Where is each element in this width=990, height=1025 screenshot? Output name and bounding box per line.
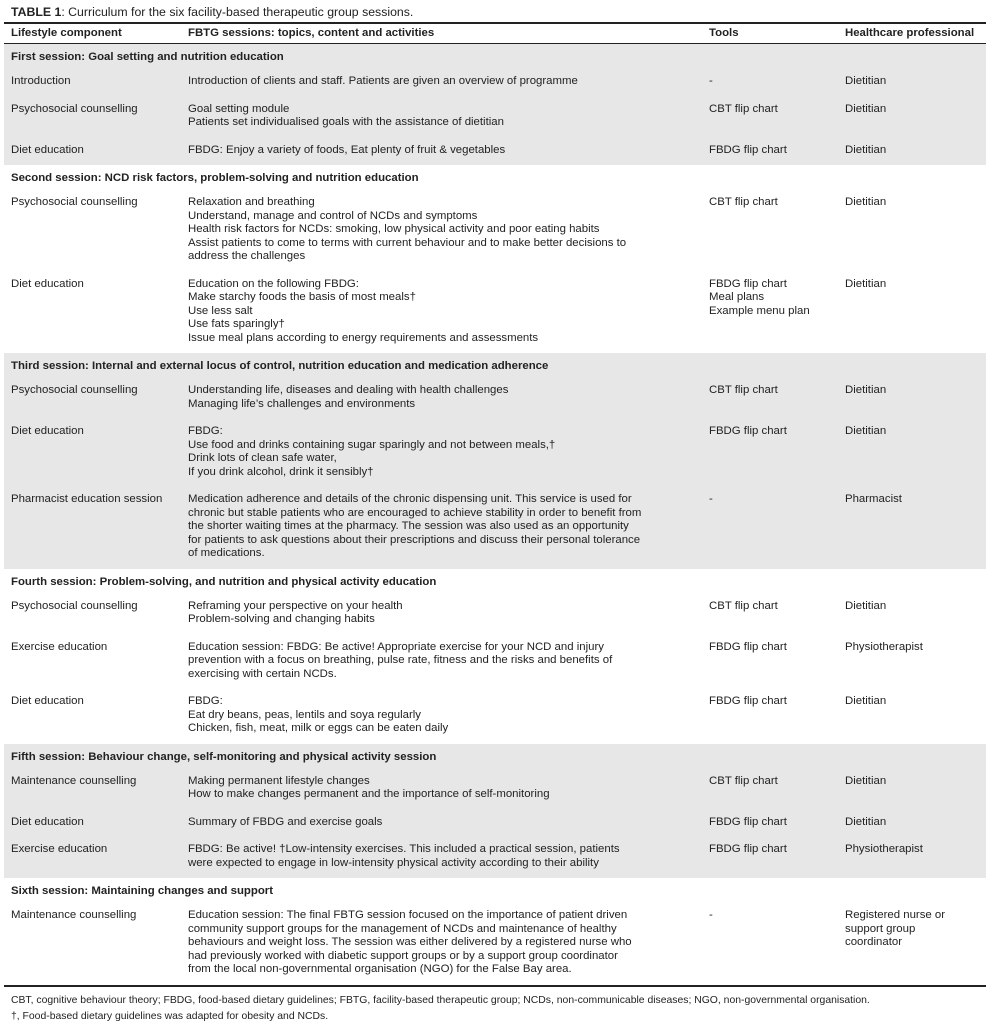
lifestyle-component-cell: Diet education — [11, 815, 84, 828]
cell-line: behaviours and weight loss. The session was either delivered by a registered nurse who — [188, 936, 632, 948]
cell-line: Issue meal plans according to energy requirements and assessments — [188, 331, 539, 344]
cell-line: Eat dry beans, peas, lentils and soya regularly — [188, 708, 422, 721]
cell-line: FBDG: — [188, 695, 223, 707]
lifestyle-component-cell: Exercise education — [11, 640, 108, 653]
cell-line: If you drink alcohol, drink it sensibly† — [188, 465, 374, 478]
content-cell — [188, 75, 709, 89]
cell-line: Dietitian — [845, 75, 887, 87]
header-lifestyle-component: Lifestyle component — [11, 27, 122, 39]
cell-line: Dietitian — [845, 384, 887, 396]
cell-line: Reframing your perspective on your health — [188, 599, 403, 612]
cell-line: Example menu plan — [709, 304, 810, 317]
session-title: Fourth session: Problem-solving, and nutrition and physical activity education — [11, 575, 437, 588]
content-cell — [188, 600, 709, 627]
caption-text: : Curriculum for the six facility-based therapeutic group sessions. — [61, 5, 414, 19]
cell-line: FBDG flip chart — [709, 815, 787, 828]
cell-line: Physiotherapist — [845, 843, 923, 855]
table-row — [4, 810, 986, 838]
cell-line: Dietitian — [845, 277, 887, 290]
cell-line: FBDG flip chart — [709, 843, 787, 855]
table-row — [4, 97, 986, 138]
cell-line: Goal setting module — [188, 102, 290, 115]
cell-line: Use food and drinks containing sugar sparingly and not between meals,† — [188, 438, 556, 451]
cell-line: Dietitian — [845, 774, 887, 787]
professional-cell — [845, 641, 986, 682]
lifestyle-component-cell: Psychosocial counselling — [11, 384, 138, 396]
header-professional: Healthcare professional — [845, 27, 975, 39]
footnote-abbreviations: CBT, cognitive behaviour theory; FBDG, food-based dietary guidelines; FBTG, facility-based therapeutic group; NCDs, non-communicable diseases; NGO, non-governmental organisation. — [11, 994, 870, 1006]
content-cell — [188, 909, 709, 977]
lifestyle-component-cell: Psychosocial counselling — [11, 599, 138, 612]
professional-cell — [845, 278, 986, 346]
cell-line: Make starchy foods the basis of most meals† — [188, 291, 416, 303]
professional-cell — [845, 75, 986, 89]
cell-line: Meal plans — [709, 291, 765, 303]
content-cell — [188, 641, 709, 682]
professional-cell — [845, 144, 986, 158]
cell-line: Summary of FBDG and exercise goals — [188, 815, 383, 828]
cell-line: FBDG flip chart — [709, 143, 787, 156]
cell-line: Physiotherapist — [845, 640, 923, 653]
tools-cell — [709, 75, 845, 89]
bottom-rule — [4, 985, 986, 987]
lifestyle-component-cell: Introduction — [11, 75, 71, 87]
content-cell — [188, 384, 709, 411]
content-cell — [188, 103, 709, 130]
lifestyle-component-cell: Diet education — [11, 143, 84, 156]
session-block — [4, 744, 986, 879]
cell-line: had previously worked with diabetic support groups or by a support group coordinator — [188, 949, 618, 962]
curriculum-table-figure — [4, 4, 986, 1025]
cell-line: community support groups for the management of NCDs and maintenance of healthy — [188, 922, 617, 935]
cell-line: Health risk factors for NCDs: smoking, low physical activity and poor eating habits — [188, 223, 600, 235]
content-cell — [188, 816, 709, 830]
cell-line: FBDG flip chart — [709, 425, 787, 437]
cell-line: Medication adherence and details of the chronic dispensing unit. This service is used for — [188, 493, 632, 505]
cell-line: Pharmacist — [845, 493, 902, 505]
cell-line: prevention with a focus on breathing, pulse rate, fitness and the risks and benefits of — [188, 654, 613, 666]
table-row — [4, 487, 986, 569]
session-title: First session: Goal setting and nutrition education — [11, 51, 284, 63]
table-label: TABLE 1 — [11, 5, 62, 19]
lifestyle-component-cell: Diet education — [11, 425, 84, 437]
tools-cell — [709, 695, 845, 736]
cell-line: CBT flip chart — [709, 102, 778, 115]
footnote-dagger: †, Food-based dietary guidelines was adapted for obesity and NCDs. — [11, 1010, 329, 1022]
session-title: Sixth session: Maintaining changes and support — [11, 885, 274, 897]
table-body — [4, 44, 986, 985]
lifestyle-component-cell: Psychosocial counselling — [11, 102, 138, 115]
cell-line: Dietitian — [845, 425, 887, 437]
cell-line: Managing life’s challenges and environments — [188, 397, 416, 410]
cell-line: Dietitian — [845, 695, 887, 707]
content-cell — [188, 425, 709, 479]
professional-cell — [845, 695, 986, 736]
table-row — [4, 635, 986, 690]
professional-cell — [845, 493, 986, 561]
tools-cell — [709, 641, 845, 682]
cell-line: FBDG flip chart — [709, 277, 787, 290]
tools-cell — [709, 600, 845, 627]
table-row — [4, 69, 986, 97]
content-cell — [188, 843, 709, 870]
tools-cell — [709, 425, 845, 479]
professional-cell — [845, 425, 986, 479]
cell-line: for patients to ask questions about their prescriptions and discuss their personal tolerance — [188, 533, 641, 546]
cell-line: CBT flip chart — [709, 196, 778, 208]
table-caption — [4, 4, 986, 22]
session-block — [4, 44, 986, 165]
lifestyle-component-cell: Maintenance counselling — [11, 774, 137, 787]
cell-line: Dietitian — [845, 815, 887, 828]
cell-line: CBT flip chart — [709, 384, 778, 396]
cell-line: the shorter waiting times at the pharmacy. The session was also used as an opportunity — [188, 520, 629, 532]
content-cell — [188, 196, 709, 264]
session-block — [4, 878, 986, 985]
content-cell — [188, 775, 709, 802]
lifestyle-component-cell: Diet education — [11, 277, 84, 290]
cell-line: Education session: The final FBTG session focused on the importance of patient driven — [188, 909, 628, 921]
tools-cell — [709, 493, 845, 561]
cell-line: FBDG: Be active! †Low-intensity exercises. This included a practical session, patients — [188, 843, 620, 855]
professional-cell — [845, 384, 986, 411]
cell-line: Use fats sparingly† — [188, 318, 285, 330]
cell-line: Dietitian — [845, 196, 887, 208]
lifestyle-component-cell: Psychosocial counselling — [11, 196, 138, 208]
header-sessions-content: FBTG sessions: topics, content and activities — [188, 27, 435, 39]
tools-cell — [709, 816, 845, 830]
session-block — [4, 165, 986, 353]
content-cell — [188, 144, 709, 158]
cell-line: chronic but stable patients who are encouraged to achieve stability in order to benefit from — [188, 506, 642, 519]
cell-line: exercising with certain NCDs. — [188, 667, 337, 680]
cell-line: from the local non-governmental organisation (NGO) for the False Bay area. — [188, 963, 572, 975]
cell-line: Registered nurse or — [845, 909, 946, 921]
cell-line: coordinator — [845, 936, 902, 948]
table-row — [4, 903, 986, 985]
cell-line: FBDG flip chart — [709, 640, 787, 653]
tools-cell — [709, 843, 845, 870]
lifestyle-component-cell: Pharmacist education session — [11, 493, 163, 505]
professional-cell — [845, 196, 986, 264]
cell-line: Making permanent lifestyle changes — [188, 774, 370, 787]
lifestyle-component-cell: Maintenance counselling — [11, 909, 137, 921]
cell-line: support group — [845, 922, 916, 935]
session-title: Second session: NCD risk factors, problem-solving and nutrition education — [11, 172, 419, 184]
cell-line: How to make changes permanent and the importance of self-monitoring — [188, 788, 550, 800]
table-header — [4, 24, 986, 44]
tools-cell — [709, 103, 845, 130]
table-row — [4, 769, 986, 810]
cell-line: - — [709, 909, 713, 921]
lifestyle-component-cell: Exercise education — [11, 843, 108, 855]
cell-line: FBDG flip chart — [709, 695, 787, 707]
cell-line: Patients set individualised goals with the assistance of dietitian — [188, 116, 504, 128]
cell-line: Introduction of clients and staff. Patients are given an overview of programme — [188, 75, 578, 87]
table-row — [4, 689, 986, 744]
content-cell — [188, 695, 709, 736]
professional-cell — [845, 103, 986, 130]
cell-line: Understand, manage and control of NCDs and symptoms — [188, 209, 478, 222]
tools-cell — [709, 775, 845, 802]
cell-line: of medications. — [188, 547, 265, 559]
table-row — [4, 138, 986, 166]
cell-line: Education session: FBDG: Be active! Appropriate exercise for your NCD and injury — [188, 640, 604, 653]
cell-line: Use less salt — [188, 304, 253, 317]
session-title: Third session: Internal and external locus of control, nutrition education and medication adherence — [11, 360, 549, 372]
header-tools: Tools — [709, 27, 739, 39]
cell-line: Education on the following FBDG: — [188, 277, 359, 290]
cell-line: CBT flip chart — [709, 774, 778, 787]
tools-cell — [709, 909, 845, 977]
cell-line: - — [709, 75, 713, 87]
cell-line: Dietitian — [845, 102, 887, 115]
cell-line: FBDG: — [188, 425, 223, 437]
tools-cell — [709, 144, 845, 158]
professional-cell — [845, 600, 986, 627]
cell-line: Drink lots of clean safe water, — [188, 452, 337, 464]
cell-line: were expected to engage in low-intensity physical activity according to their ability — [188, 856, 599, 869]
professional-cell — [845, 816, 986, 830]
session-title: Fifth session: Behaviour change, self-monitoring and physical activity session — [11, 750, 437, 763]
professional-cell — [845, 909, 986, 977]
table-row — [4, 272, 986, 354]
cell-line: Problem-solving and changing habits — [188, 613, 375, 625]
lifestyle-component-cell: Diet education — [11, 695, 84, 707]
professional-cell — [845, 775, 986, 802]
cell-line: FBDG: Enjoy a variety of foods, Eat plenty of fruit & vegetables — [188, 143, 506, 156]
content-cell — [188, 493, 709, 561]
table-row — [4, 837, 986, 878]
table-row — [4, 378, 986, 419]
tools-cell — [709, 278, 845, 346]
cell-line: Dietitian — [845, 599, 887, 612]
cell-line: - — [709, 493, 713, 505]
content-cell — [188, 278, 709, 346]
table-row — [4, 594, 986, 635]
cell-line: Understanding life, diseases and dealing with health challenges — [188, 384, 509, 396]
cell-line: Relaxation and breathing — [188, 196, 315, 208]
session-block — [4, 353, 986, 569]
tools-cell — [709, 196, 845, 264]
cell-line: Dietitian — [845, 143, 887, 156]
table-row — [4, 190, 986, 272]
cell-line: Chicken, fish, meat, milk or eggs can be eaten daily — [188, 722, 449, 734]
professional-cell — [845, 843, 986, 870]
cell-line: address the challenges — [188, 250, 306, 262]
cell-line: Assist patients to come to terms with current behaviour and to make better decisions to — [188, 236, 627, 249]
cell-line: CBT flip chart — [709, 599, 778, 612]
table-row — [4, 419, 986, 487]
session-block — [4, 569, 986, 744]
tools-cell — [709, 384, 845, 411]
